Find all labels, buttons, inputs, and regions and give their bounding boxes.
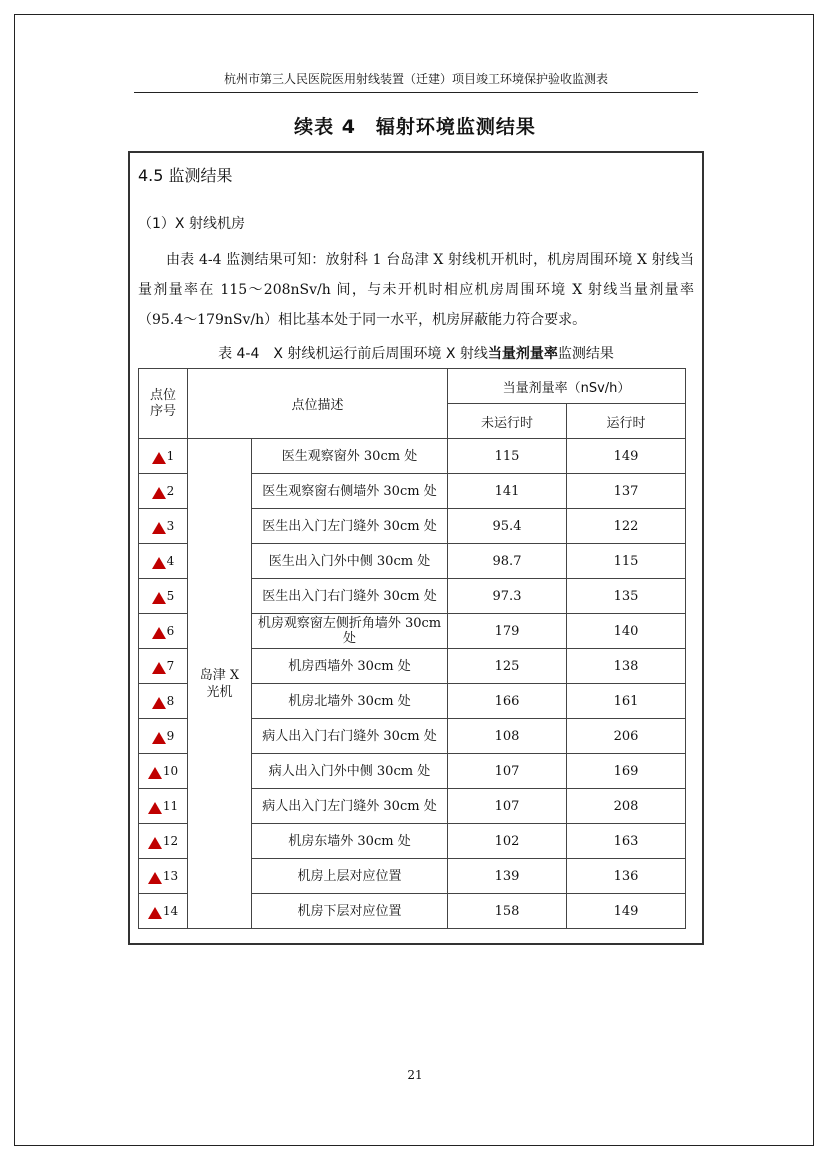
point-number-cell [139,509,188,544]
value-running: 137 [567,474,686,509]
value-not-running: 141 [448,474,567,509]
value-running: 149 [567,894,686,929]
value-running: 149 [567,439,686,474]
point-description: 医生观察窗外 30cm 处 [252,439,448,474]
content-box [128,151,704,945]
point-number: 5 [166,588,175,603]
point-number: 9 [166,728,175,743]
value-not-running: 95.4 [448,509,567,544]
point-description: 医生出入门外中侧 30cm 处 [252,544,448,579]
triangle-icon [152,662,166,674]
point-number: 6 [166,623,175,638]
point-number: 2 [166,483,175,498]
triangle-icon [148,907,162,919]
table-caption-prefix: 表 4-4 X 射线机运行前后周围环境 X 射线 [218,346,488,362]
header-not-running: 未运行时 [448,404,567,439]
table-caption [130,343,702,363]
point-description: 病人出入门右门缝外 30cm 处 [252,719,448,754]
triangle-icon [152,557,166,569]
value-running: 138 [567,649,686,684]
value-not-running: 115 [448,439,567,474]
table-row [139,439,686,474]
point-number-cell [139,684,188,719]
header-point-no: 点位序号 [139,369,188,439]
point-number: 3 [166,518,175,533]
point-description: 病人出入门外中侧 30cm 处 [252,754,448,789]
value-running: 161 [567,684,686,719]
point-description: 机房东墙外 30cm 处 [252,824,448,859]
results-table [138,368,686,929]
triangle-icon [152,732,166,744]
point-number-cell [139,859,188,894]
point-description: 医生出入门右门缝外 30cm 处 [252,579,448,614]
point-number-cell [139,824,188,859]
value-running: 135 [567,579,686,614]
triangle-icon [148,872,162,884]
value-running: 163 [567,824,686,859]
device-cell [188,439,252,929]
point-number: 11 [162,798,179,813]
subsection-heading: （1）X 射线机房 [138,216,245,232]
triangle-icon [148,767,162,779]
value-running: 206 [567,719,686,754]
point-description: 机房上层对应位置 [252,859,448,894]
point-description: 机房观察窗左侧折角墙外 30cm 处 [252,614,448,649]
point-description: 机房西墙外 30cm 处 [252,649,448,684]
point-number-cell [139,754,188,789]
table-caption-suffix: 监测结果 [557,346,614,362]
value-not-running: 102 [448,824,567,859]
page-number: 21 [407,1068,423,1082]
triangle-icon [148,837,162,849]
point-number-cell [139,894,188,929]
header-dose-rate: 当量剂量率（nSv/h） [448,369,686,404]
value-running: 122 [567,509,686,544]
value-running: 140 [567,614,686,649]
point-description: 医生出入门左门缝外 30cm 处 [252,509,448,544]
value-not-running: 179 [448,614,567,649]
value-running: 208 [567,789,686,824]
point-number-cell [139,649,188,684]
value-not-running: 166 [448,684,567,719]
point-number: 13 [162,868,179,883]
point-number: 4 [166,553,175,568]
triangle-icon [152,522,166,534]
value-not-running: 97.3 [448,579,567,614]
point-description: 机房下层对应位置 [252,894,448,929]
header-running: 运行时 [567,404,686,439]
value-running: 115 [567,544,686,579]
value-not-running: 125 [448,649,567,684]
point-number-cell [139,474,188,509]
point-number-cell [139,789,188,824]
value-running: 169 [567,754,686,789]
point-number-cell [139,579,188,614]
result-paragraph: 由表 4-4 监测结果可知：放射科 1 台岛津 X 射线机开机时，机房周围环境 X 射线当量剂量率在 115～208nSv/h 间，与未开机时相应机房周围环境 X 射线当量剂量率（95.4～179nSv/h）相比基本处于同一水平，机房屏蔽能力符合要求。 [138,252,694,328]
point-number: 1 [166,448,175,463]
running-header: 杭州市第三人民医院医用射线装置（迁建）项目竣工环境保护验收监测表 [134,70,698,93]
point-description: 医生观察窗右侧墙外 30cm 处 [252,474,448,509]
table-header-row [139,369,686,404]
section-heading: 4.5 监测结果 [138,166,233,185]
triangle-icon [152,697,166,709]
point-description: 病人出入门左门缝外 30cm 处 [252,789,448,824]
point-number: 8 [166,693,175,708]
device-name: 岛津 X 光机 [199,667,240,700]
value-not-running: 107 [448,754,567,789]
header-description: 点位描述 [188,369,448,439]
point-number: 7 [166,658,175,673]
value-not-running: 139 [448,859,567,894]
point-number-cell [139,439,188,474]
point-number-cell [139,614,188,649]
triangle-icon [148,802,162,814]
point-number: 10 [162,763,179,778]
triangle-icon [152,487,166,499]
value-not-running: 108 [448,719,567,754]
value-not-running: 98.7 [448,544,567,579]
document-title: 续表 4 辐射环境监测结果 [294,116,536,138]
triangle-icon [152,592,166,604]
value-not-running: 107 [448,789,567,824]
value-not-running: 158 [448,894,567,929]
point-number: 12 [162,833,179,848]
value-running: 136 [567,859,686,894]
table-body [139,439,686,929]
point-number: 14 [162,903,179,918]
point-description: 机房北墙外 30cm 处 [252,684,448,719]
triangle-icon [152,627,166,639]
point-number-cell [139,544,188,579]
table-caption-bold: 当量剂量率 [487,346,558,362]
point-number-cell [139,719,188,754]
triangle-icon [152,452,166,464]
